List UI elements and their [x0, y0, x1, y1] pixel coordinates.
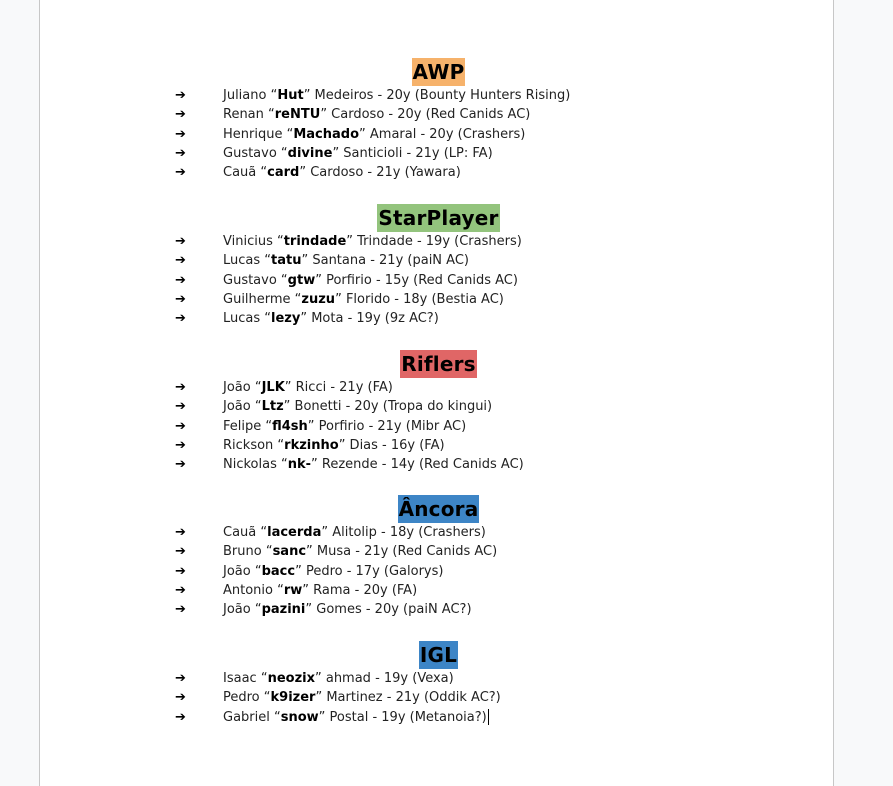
player-name-pre: João “	[223, 399, 262, 415]
list-item[interactable]	[40, 309, 835, 328]
player-nickname: JLK	[261, 380, 285, 395]
player-nickname: rkzinho	[284, 437, 339, 453]
player-list	[40, 86, 835, 182]
list-item[interactable]	[40, 378, 835, 397]
section-igl	[40, 641, 835, 727]
player-name-pre: Rickson “	[223, 437, 285, 453]
player-list	[40, 523, 835, 619]
list-item[interactable]	[40, 144, 835, 163]
player-name-pre: Gustavo “	[223, 145, 288, 161]
player-name-post: ” Florido - 18y (Bestia AC)	[335, 291, 504, 307]
arrow-bullet-icon: ➔	[175, 145, 186, 161]
player-name-post: ” Porfirio - 21y (Mibr AC)	[307, 418, 467, 434]
player-nickname: tatu	[271, 253, 302, 269]
player-name-post: ” Dias - 16y (FA)	[338, 437, 445, 453]
player-text	[223, 125, 525, 144]
player-text	[223, 523, 486, 542]
player-name-pre: Pedro “	[223, 690, 271, 706]
arrow-bullet-icon: ➔	[175, 399, 186, 415]
player-nickname: pazini	[261, 602, 306, 618]
list-item[interactable]	[40, 397, 835, 416]
player-name-post: ” Ricci - 21y (FA)	[284, 380, 393, 395]
player-name-pre: Cauã “	[223, 525, 268, 540]
arrow-bullet-icon: ➔	[175, 418, 186, 434]
list-item[interactable]	[40, 86, 835, 105]
player-name-post: ” Postal - 19y (Metanoia?)	[318, 709, 487, 725]
player-name-pre: Bruno “	[223, 544, 273, 560]
arrow-bullet-icon: ➔	[175, 582, 186, 598]
player-text	[223, 688, 501, 707]
player-nickname: Ltz	[261, 399, 284, 415]
player-name-pre: Juliano “	[223, 88, 278, 103]
player-name-pre: Cauã “	[223, 165, 268, 181]
player-name-post: ” Rezende - 14y (Red Canids AC)	[311, 457, 524, 473]
section-heading-wrap	[1, 204, 876, 232]
arrow-bullet-icon: ➔	[175, 544, 186, 560]
player-nickname: zuzu	[301, 291, 336, 307]
player-name-pre: Gabriel “	[223, 709, 281, 725]
section-heading-wrap	[1, 58, 876, 86]
section-heading[interactable]: Riflers	[401, 352, 476, 376]
player-text	[223, 397, 492, 416]
player-name-pre: João “	[223, 380, 262, 395]
player-list	[40, 669, 835, 727]
player-name-pre: João “	[223, 563, 262, 579]
arrow-bullet-icon: ➔	[175, 709, 186, 725]
section-heading-wrap	[1, 641, 876, 669]
player-text	[223, 290, 504, 309]
player-nickname: k9izer	[270, 690, 316, 706]
arrow-bullet-icon: ➔	[175, 272, 186, 288]
section-heading-wrap	[1, 350, 876, 378]
player-text	[223, 271, 518, 290]
player-name-post: ” Medeiros - 20y (Bounty Hunters Rising)	[303, 88, 571, 103]
section-starplayer	[40, 204, 835, 328]
player-name-post: ” Porfirio - 15y (Red Canids AC)	[315, 272, 518, 288]
arrow-bullet-icon: ➔	[175, 234, 186, 249]
list-item[interactable]	[40, 708, 835, 727]
list-item[interactable]	[40, 581, 835, 600]
player-text	[223, 86, 570, 105]
player-text	[223, 105, 530, 124]
player-nickname: nk-	[287, 457, 312, 473]
player-list	[40, 378, 835, 474]
player-name-pre: Gustavo “	[223, 272, 288, 288]
arrow-bullet-icon: ➔	[175, 380, 186, 395]
list-item[interactable]	[40, 251, 835, 270]
list-item[interactable]	[40, 542, 835, 561]
player-name-pre: João “	[223, 602, 262, 618]
player-text	[223, 542, 497, 561]
player-text	[223, 309, 439, 328]
player-nickname: trindade	[283, 234, 347, 249]
list-item[interactable]	[40, 232, 835, 251]
player-text	[223, 417, 466, 436]
player-name-post: ” Mota - 19y (9z AC?)	[300, 311, 439, 327]
player-name-post: ” Rama - 20y (FA)	[302, 582, 418, 598]
section-heading[interactable]: StarPlayer	[378, 206, 499, 230]
player-text	[223, 600, 472, 619]
player-text	[223, 562, 443, 581]
player-nickname: lezy	[271, 311, 301, 327]
player-name-post: ” Martinez - 21y (Oddik AC?)	[315, 690, 501, 706]
arrow-bullet-icon: ➔	[175, 165, 186, 181]
player-name-pre: Antonio “	[223, 582, 284, 598]
list-item[interactable]	[40, 669, 835, 688]
list-item[interactable]	[40, 523, 835, 542]
player-name-pre: Lucas “	[223, 311, 272, 327]
text-cursor	[488, 709, 489, 725]
player-name-pre: Henrique “	[223, 126, 294, 142]
player-name-post: ” Musa - 21y (Red Canids AC)	[306, 544, 498, 560]
player-nickname: rw	[283, 582, 303, 598]
player-nickname: card	[267, 165, 300, 181]
section-heading[interactable]: AWP	[412, 60, 465, 84]
player-name-post: ” Santana - 21y (paiN AC)	[301, 253, 469, 269]
player-text	[223, 581, 417, 600]
section-heading[interactable]: IGL	[419, 643, 458, 667]
arrow-bullet-icon: ➔	[175, 525, 186, 540]
document-page[interactable]	[39, 0, 834, 786]
arrow-bullet-icon: ➔	[175, 690, 186, 706]
player-name-pre: Felipe “	[223, 418, 273, 434]
arrow-bullet-icon: ➔	[175, 457, 186, 473]
player-name-post: ” Alitolip - 18y (Crashers)	[321, 525, 486, 540]
section-awp	[40, 58, 835, 182]
list-item[interactable]	[40, 271, 835, 290]
player-text	[223, 251, 469, 270]
player-text	[223, 455, 524, 474]
player-name-pre: Lucas “	[223, 253, 272, 269]
list-item[interactable]	[40, 600, 835, 619]
list-item[interactable]	[40, 436, 835, 455]
player-text	[223, 669, 454, 688]
arrow-bullet-icon: ➔	[175, 253, 186, 269]
list-item[interactable]	[40, 688, 835, 707]
player-nickname: snow	[280, 709, 319, 725]
player-nickname: reNTU	[274, 107, 321, 123]
player-name-post: ” Cardoso - 21y (Yawara)	[299, 165, 461, 181]
arrow-bullet-icon: ➔	[175, 671, 186, 686]
arrow-bullet-icon: ➔	[175, 563, 186, 579]
player-name-post: ” Cardoso - 20y (Red Canids AC)	[320, 107, 531, 123]
section-riflers	[40, 350, 835, 474]
list-item[interactable]	[40, 105, 835, 124]
player-name-pre: Isaac “	[223, 671, 268, 686]
player-name-post: ” Amaral - 20y (Crashers)	[359, 126, 526, 142]
player-name-post: ” Trindade - 19y (Crashers)	[346, 234, 522, 249]
player-nickname: bacc	[261, 563, 296, 579]
arrow-bullet-icon: ➔	[175, 291, 186, 307]
player-text	[223, 163, 461, 182]
player-name-pre: Guilherme “	[223, 291, 302, 307]
player-text	[223, 232, 522, 251]
player-name-post: ” ahmad - 19y (Vexa)	[314, 671, 454, 686]
player-nickname: lacerda	[267, 525, 322, 540]
list-item[interactable]	[40, 163, 835, 182]
arrow-bullet-icon: ➔	[175, 437, 186, 453]
player-nickname: divine	[287, 145, 333, 161]
player-text	[223, 378, 393, 397]
player-text	[223, 144, 493, 163]
player-nickname: Machado	[293, 126, 360, 142]
player-name-post: ” Gomes - 20y (paiN AC?)	[305, 602, 472, 618]
player-text	[223, 708, 489, 727]
player-nickname: sanc	[272, 544, 307, 560]
list-item[interactable]	[40, 562, 835, 581]
section-heading-wrap	[1, 495, 876, 523]
player-nickname: gtw	[287, 272, 316, 288]
list-item[interactable]	[40, 125, 835, 144]
player-name-post: ” Pedro - 17y (Galorys)	[295, 563, 444, 579]
list-item[interactable]	[40, 290, 835, 309]
player-name-pre: Vinicius “	[223, 234, 284, 249]
section-heading[interactable]: Âncora	[398, 497, 479, 521]
arrow-bullet-icon: ➔	[175, 107, 186, 123]
player-nickname: Hut	[277, 88, 304, 103]
section-ancora	[40, 495, 835, 619]
list-item[interactable]	[40, 417, 835, 436]
player-list	[40, 232, 835, 328]
list-item[interactable]	[40, 455, 835, 474]
player-nickname: neozix	[267, 671, 315, 686]
player-text	[223, 436, 445, 455]
arrow-bullet-icon: ➔	[175, 602, 186, 618]
arrow-bullet-icon: ➔	[175, 311, 186, 327]
player-name-pre: Renan “	[223, 107, 275, 123]
player-name-pre: Nickolas “	[223, 457, 288, 473]
arrow-bullet-icon: ➔	[175, 88, 186, 103]
player-name-post: ” Bonetti - 20y (Tropa do kingui)	[283, 399, 493, 415]
player-name-post: ” Santicioli - 21y (LP: FA)	[332, 145, 493, 161]
player-nickname: fl4sh	[272, 418, 308, 434]
arrow-bullet-icon: ➔	[175, 126, 186, 142]
